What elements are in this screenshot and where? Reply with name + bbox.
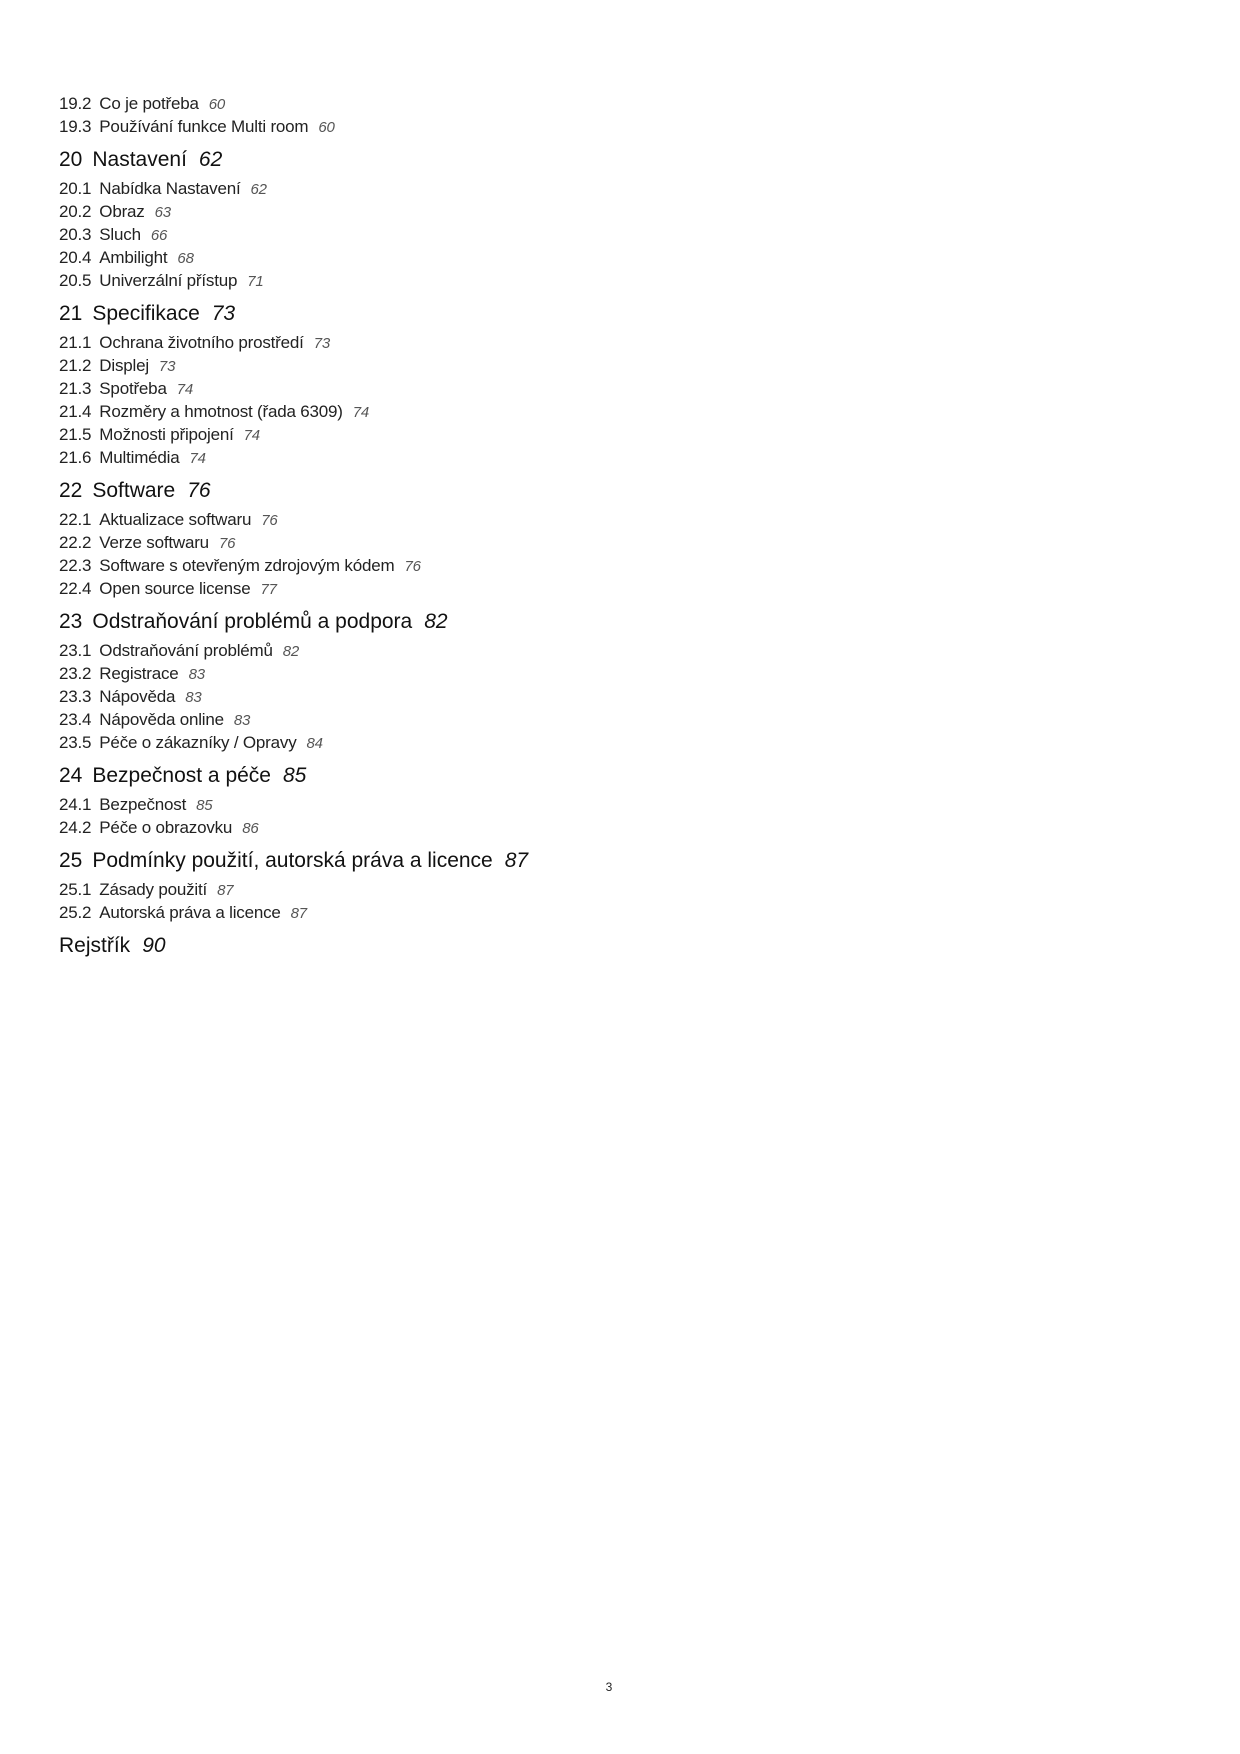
section-number: 21.5 (59, 425, 92, 444)
toc-section-entry[interactable] (59, 685, 959, 708)
toc-section-entry[interactable] (59, 662, 959, 685)
toc-chapter-entry[interactable] (59, 478, 959, 504)
page-reference: 76 (404, 558, 421, 575)
chapter-title: Podmínky použití, autorská práva a licence (92, 849, 493, 872)
section-title: Registrace (99, 664, 179, 683)
toc-section-entry[interactable] (59, 731, 959, 754)
page-reference: 83 (185, 689, 202, 706)
section-number: 23.4 (59, 710, 92, 729)
toc-section-entry[interactable] (59, 901, 959, 924)
section-number: 21.2 (59, 356, 92, 375)
page-reference: 74 (189, 450, 206, 467)
toc-section-entry[interactable] (59, 816, 959, 839)
page-number: 3 (605, 1680, 613, 1694)
page-reference: 85 (196, 797, 213, 814)
section-number: 22.3 (59, 556, 92, 575)
toc-section-entry[interactable] (59, 115, 959, 138)
section-number: 21.6 (59, 448, 92, 467)
toc-section-entry[interactable] (59, 331, 959, 354)
section-title: Autorská práva a licence (99, 903, 281, 922)
section-title: Open source license (99, 579, 251, 598)
toc-chapter-entry[interactable] (59, 848, 959, 874)
section-number: 21.4 (59, 402, 92, 421)
page-reference: 74 (243, 427, 260, 444)
page-reference: 76 (218, 535, 236, 552)
section-number: 23.5 (59, 733, 92, 752)
section-number: 22.4 (59, 579, 92, 598)
page-reference: 87 (504, 849, 529, 872)
page-reference: 76 (261, 512, 278, 529)
page-reference: 82 (282, 643, 300, 660)
table-of-contents (59, 92, 959, 963)
section-title: Displej (99, 356, 149, 375)
page-reference: 71 (247, 273, 264, 290)
page-reference: 77 (260, 581, 277, 598)
toc-section-entry[interactable] (59, 531, 959, 554)
section-title: Péče o zákazníky / Opravy (99, 733, 297, 752)
section-number: 24.2 (59, 818, 92, 837)
page-reference: 90 (142, 934, 166, 957)
section-title: Univerzální přístup (99, 271, 238, 290)
page-reference: 85 (282, 764, 307, 787)
toc-section-entry[interactable] (59, 423, 959, 446)
section-number: 20.1 (59, 179, 92, 198)
page-reference: 62 (250, 181, 267, 198)
page-reference: 62 (198, 148, 223, 171)
section-number: 20.3 (59, 225, 92, 244)
toc-section-entry[interactable] (59, 554, 959, 577)
section-number: 19.2 (59, 94, 92, 113)
toc-chapter-entry[interactable] (59, 763, 959, 789)
section-title: Spotřeba (99, 379, 167, 398)
section-title: Nápověda online (99, 710, 224, 729)
toc-section-entry[interactable] (59, 446, 959, 469)
chapter-number: 20 (59, 148, 83, 171)
section-title: Aktualizace softwaru (99, 510, 252, 529)
section-title: Nabídka Nastavení (99, 179, 241, 198)
section-title: Software s otevřeným zdrojovým kódem (99, 556, 395, 575)
toc-chapter-entry[interactable] (59, 301, 959, 327)
page-reference: 74 (352, 404, 370, 421)
page-reference: 73 (158, 358, 176, 375)
page-reference: 73 (313, 335, 330, 352)
section-number: 23.1 (59, 641, 92, 660)
section-title: Odstraňování problémů (99, 641, 273, 660)
page-reference: 60 (208, 96, 226, 113)
toc-chapter-entry[interactable] (59, 147, 959, 173)
section-title: Zásady použití (99, 880, 208, 899)
chapter-title: Rejstřík (59, 934, 131, 957)
toc-section-entry[interactable] (59, 246, 959, 269)
page-reference: 63 (154, 204, 171, 221)
page-reference: 87 (290, 905, 307, 922)
section-number: 23.2 (59, 664, 92, 683)
chapter-number: 22 (59, 479, 83, 502)
section-title: Bezpečnost (99, 795, 187, 814)
section-number: 21.1 (59, 333, 92, 352)
toc-section-entry[interactable] (59, 639, 959, 662)
chapter-number: 24 (59, 764, 83, 787)
page-reference: 73 (211, 302, 236, 325)
section-title: Obraz (99, 202, 145, 221)
section-number: 22.1 (59, 510, 92, 529)
page-reference: 86 (242, 820, 259, 837)
toc-section-entry[interactable] (59, 223, 959, 246)
section-number: 23.3 (59, 687, 92, 706)
section-number: 20.4 (59, 248, 92, 267)
section-number: 21.3 (59, 379, 92, 398)
page-reference: 66 (150, 227, 168, 244)
page-reference: 84 (306, 735, 323, 752)
section-title: Možnosti připojení (99, 425, 234, 444)
section-title: Ambilight (99, 248, 168, 267)
section-title: Sluch (99, 225, 141, 244)
toc-section-entry[interactable] (59, 200, 959, 223)
section-title: Používání funkce Multi room (99, 117, 309, 136)
toc-section-entry[interactable] (59, 577, 959, 600)
section-number: 24.1 (59, 795, 92, 814)
toc-section-entry[interactable] (59, 92, 959, 115)
section-title: Multimédia (99, 448, 180, 467)
chapter-number: 21 (59, 302, 83, 325)
toc-section-entry[interactable] (59, 878, 959, 901)
page-reference: 76 (187, 479, 211, 502)
page-reference: 60 (318, 119, 335, 136)
toc-section-entry[interactable] (59, 269, 959, 292)
page-reference: 87 (217, 882, 234, 899)
toc-section-entry[interactable] (59, 354, 959, 377)
chapter-title: Nastavení (92, 148, 187, 171)
page-reference: 82 (424, 610, 448, 633)
section-title: Rozměry a hmotnost (řada 6309) (99, 402, 343, 421)
section-number: 22.2 (59, 533, 92, 552)
chapter-number: 25 (59, 849, 83, 872)
toc-section-entry[interactable] (59, 793, 959, 816)
chapter-title: Bezpečnost a péče (92, 764, 271, 787)
chapter-title: Odstraňování problémů a podpora (92, 610, 413, 633)
section-title: Ochrana životního prostředí (99, 333, 304, 352)
section-number: 20.5 (59, 271, 92, 290)
chapter-title: Software (92, 479, 176, 502)
chapter-title: Specifikace (92, 302, 200, 325)
chapter-number: 23 (59, 610, 83, 633)
page-reference: 74 (176, 381, 193, 398)
toc-section-entry[interactable] (59, 177, 959, 200)
toc-section-entry[interactable] (59, 708, 959, 731)
toc-chapter-entry[interactable] (59, 609, 959, 635)
page-reference: 83 (188, 666, 205, 683)
toc-chapter-entry[interactable] (59, 933, 959, 959)
section-title: Verze softwaru (99, 533, 209, 552)
toc-section-entry[interactable] (59, 377, 959, 400)
toc-section-entry[interactable] (59, 508, 959, 531)
page-reference: 83 (233, 712, 251, 729)
section-title: Co je potřeba (99, 94, 199, 113)
section-number: 25.1 (59, 880, 92, 899)
section-number: 25.2 (59, 903, 92, 922)
toc-section-entry[interactable] (59, 400, 959, 423)
section-title: Nápověda (99, 687, 176, 706)
page-reference: 68 (177, 250, 194, 267)
section-number: 19.3 (59, 117, 92, 136)
section-title: Péče o obrazovku (99, 818, 233, 837)
section-number: 20.2 (59, 202, 92, 221)
